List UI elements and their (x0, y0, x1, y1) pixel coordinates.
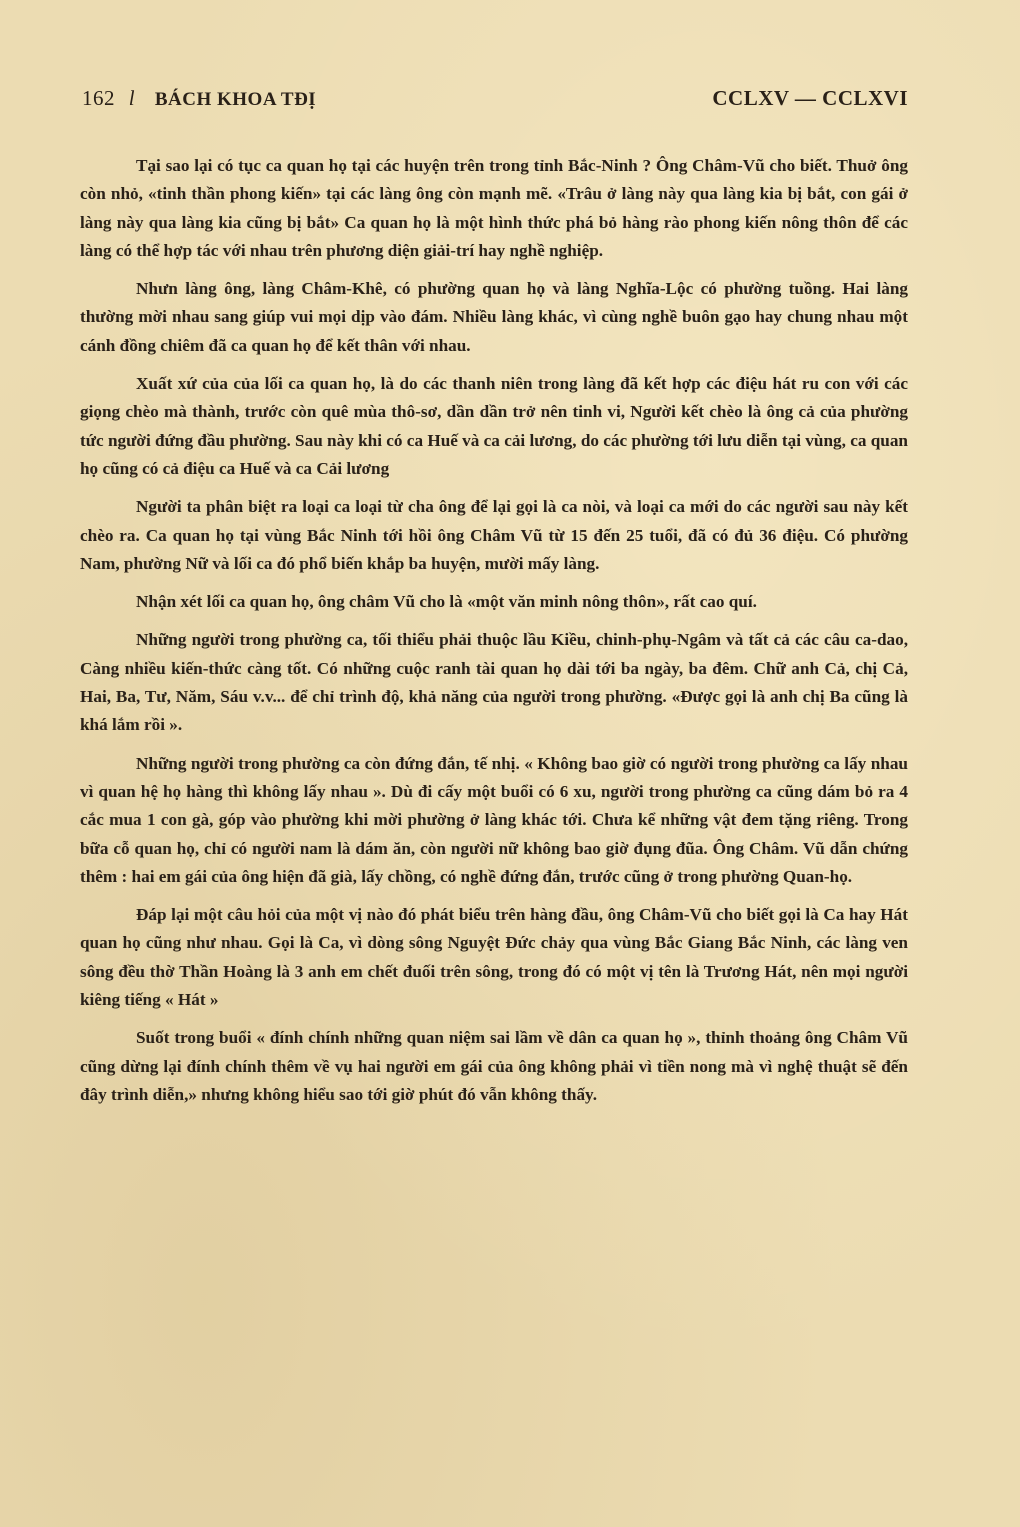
paragraph-4: Người ta phân biệt ra loại ca loại từ cha ông để lại gọi là ca nòi, và loại ca mới do các người sau này kết chèo ra. Ca quan họ tại vùng Bắc Ninh tới hồi ông Châm Vũ từ 15 đến 25 tuổi, đã có đủ 36 điệu. Có phường Nam, phường Nữ và lối ca đó phổ biến khắp ba huyện, mười mấy làng. (80, 497, 908, 573)
page-header (82, 86, 908, 118)
paragraph-1: Tại sao lại có tục ca quan họ tại các huyện trên trong tỉnh Bắc-Ninh ? Ông Châm-Vũ cho biết. Thuở ông còn nhỏ, «tinh thần phong kiến» tại các làng ông còn mạnh mẽ. «Trâu ở làng này qua làng kia bị bắt, con gái ở làng này qua làng kia cũng bị bắt» Ca quan họ là một hình thức phá bỏ hàng rào phong kiến nông thôn để các làng có thể hợp tác với nhau trên phương diện giải-trí hay nghề nghiệp. (80, 156, 908, 260)
magazine-title: BÁCH KHOA TĐỊ (154, 89, 317, 110)
paragraph-2: Nhưn làng ông, làng Châm-Khê, có phường quan họ và làng Nghĩa-Lộc có phường tuồng. Hai làng thường mời nhau sang giúp vui mọi dịp vào đám. Nhiều làng khác, vì cùng nghề buôn gạo hay chung nhau một cánh đồng chiêm đã ca quan họ để kết thân với nhau. (80, 279, 908, 355)
paragraph-9: Suốt trong buổi « đính chính những quan niệm sai lầm về dân ca quan họ », thỉnh thoảng ông Châm Vũ cũng dừng lại đính chính thêm về vụ hai người em gái của ông không phải vì tiền nong mà vì nghệ thuật sẽ đến đây trình diễn,» nhưng không hiểu sao tới giờ phút đó vẫn không thấy. (80, 1028, 908, 1104)
paragraph-7: Những người trong phường ca còn đứng đắn, tế nhị. « Không bao giờ có người trong phường ca lấy nhau vì quan hệ họ hàng thì không lấy nhau ». Dù đi cấy một buổi có 6 xu, người trong phường ca cũng dám bỏ ra 4 cắc mua 1 con gà, góp vào phường khi mời phường ở làng khác tới. Chưa kể những vật đem tặng riêng. Trong bữa cỗ quan họ, chỉ có người nam là dám ăn, còn người nữ không bao giờ đụng đũa. Ông Châm. Vũ dẫn chứng thêm : hai em gái của ông hiện đã già, lấy chồng, có nghề đứng đắn, trước cũng ở trong phường Quan-họ. (80, 753, 908, 886)
issue-number: CCLXV — CCLXVI (712, 86, 908, 110)
paragraph-5: Nhận xét lối ca quan họ, ông châm Vũ cho là «một văn minh nông thôn», rất cao quí. (136, 592, 757, 612)
paragraph-8: Đáp lại một câu hỏi của một vị nào đó phát biểu trên hàng đầu, ông Châm-Vũ cho biết gọi là Ca hay Hát quan họ cũng như nhau. Gọi là Ca, vì dòng sông Nguyệt Đức chảy qua vùng Bắc Giang Bắc Ninh, các làng ven sông đều thờ Thần Hoàng là 3 anh em chết đuối trên sông, trong đó có một vị tên là Trương Hát, nên mọi người kiêng tiếng « Hát » (80, 905, 908, 1010)
paragraph-6: Những người trong phường ca, tối thiểu phải thuộc lầu Kiều, chinh-phụ-Ngâm và tất cả các câu ca-dao, Càng nhiều kiến-thức càng tốt. Có những cuộc ranh tài quan họ dài tới ba ngày, ba đêm. Chữ anh Cả, chị Cả, Hai, Ba, Tư, Năm, Sáu v.v... để chỉ trình độ, khả năng của người trong phường. «Được gọi là anh chị Ba cũng là khá lắm rồi ». (80, 630, 908, 735)
header-left (82, 86, 316, 111)
paragraph-3: Xuất xứ của của lối ca quan họ, là do các thanh niên trong làng đã kết hợp các điệu hát ru con với các giọng chèo mà thành, trước còn quê mùa thô-sơ, dần dần trở nên tinh vi, Người kết chèo là ông cả của phường tức người đứng đầu phường. Sau này khi có ca Huế và ca cải lương, do các phường tới lưu diễn tại vùng, ca quan họ cũng có cả điệu ca Huế và ca Cải lương (80, 374, 908, 478)
header-separator: l (128, 86, 136, 110)
page-number: 162 (82, 86, 115, 110)
article-body (80, 152, 908, 1119)
